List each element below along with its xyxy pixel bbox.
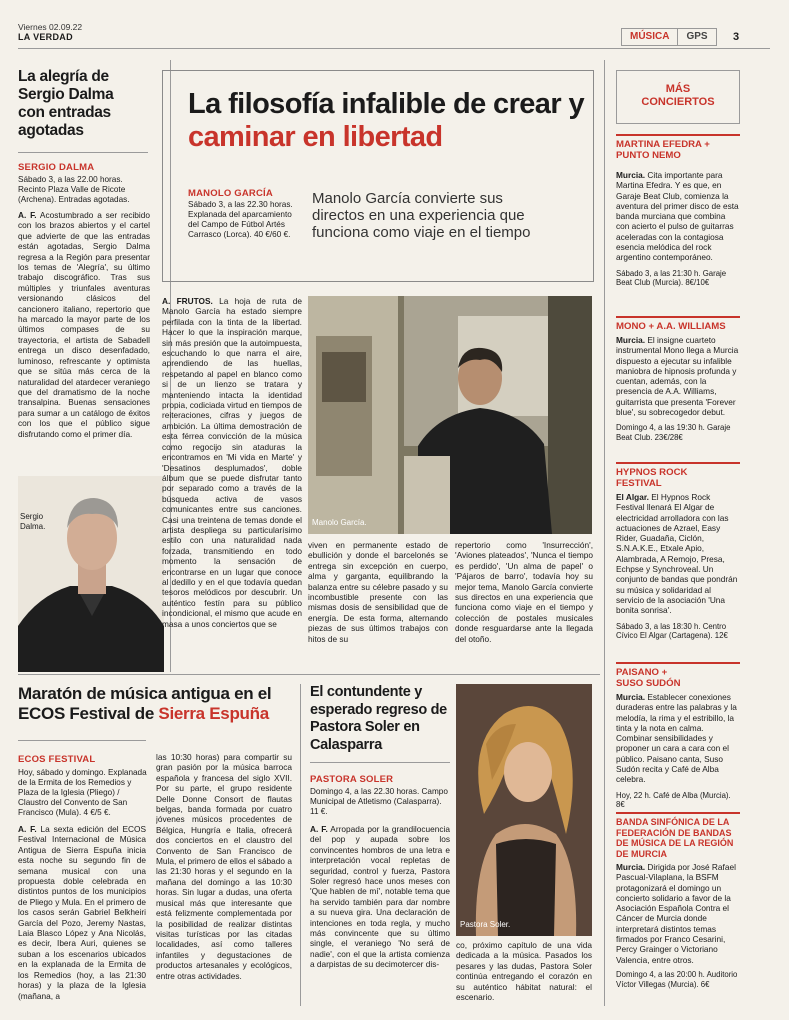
soler-body-col1 [310,824,450,1006]
soler-info: Domingo 4, a las 22.30 horas. Campo Municipal de Atletismo (Calasparra). 11 €. [310,787,448,816]
center-bottom-divider [18,674,600,675]
sidebar-item-body [616,170,740,263]
sidebar-item-title: MONO + A.A. WILLIAMS [616,321,726,332]
sidebar-title-box [616,70,740,124]
sidebar-item-meta: Sábado 3, a las 18:30 h. Centro Cívico El Algar (Cartagena). 12€ [616,621,728,641]
garcia-body-col3: repertorio como 'Insurrección', 'Aviones plateados', 'Nunca el tiempo es perdido', 'Un alma de papel' o 'Pájaros de barro', todavía hoy su mejor tema, Manolo García convierte sus directos en una experiencia que funciona como viaje en el tiempo y colección de postales musicales donde resguardarse ante la llegada del otoño. [455,540,593,644]
sidebar-item-body [616,492,740,616]
garcia-headline-black: La filosofía infalible de crear y [188,88,584,120]
sidebar-item-rule [616,316,740,318]
sidebar-item-meta: Domingo 4, a las 19:30 h. Garaje Beat Club. 23€/28€ [616,423,731,442]
sidebar-item-5 [616,812,740,989]
section-gps-tab[interactable]: GPS [686,31,708,42]
sergio-dalma-portrait [18,476,164,672]
ecos-headline-red: Sierra Espuña [158,704,269,723]
soler-divider [310,762,450,763]
ecos-body-col2: las 10:30 horas) para compartir su gran pasión por la música barroca española y francesa del siglo XVII. Por su parte, el grupo residente Delle Donne Consort de flautas belgas, banda formada por cuatro jóvenes músicos procedentes de Bélgica, Hungría e Italia, ofrecerá dos conciertos en el claustro del Convento de San Francisco de Mula, el primero de ellos el sábado a las 21:30 horas y el segundo en la mañana del domingo a las 10:30 horas. Sin lugar a dudas, una oferta musical más que interesante que está felizmente complementada por la posibilidad de realizar distintas visitas turísticas por las citadas localidades, así como talleres infantiles y degustaciones de productos artesanales y ecológicos, entre otras actividades. [156,752,292,981]
sidebar-item-title: MARTINA EFEDRA + PUNTO NEMO [616,139,710,161]
sidebar-item-rule [616,134,740,136]
manolo-garcia-photo [308,296,592,534]
sidebar-item-lead: Murcia. [616,335,646,345]
sidebar-item-title: HYPNOS ROCK FESTIVAL [616,467,688,489]
sidebar-item-text: Establecer conexiones duraderas entre las palabras y la melodía, la rima y el estribillo, la tinta y la nota en calma. Combinar sensibilidades y proponer un cara a cara con el público. Paisano canta, Suso Sudón recita y Café de Alba celebra. [616,692,737,785]
soler-headline: El contundente y esperado regreso de Pastora Soler en Calasparra [310,684,447,753]
sidebar-item-meta: Hoy, 22 h. Café de Alba (Murcia). 8€ [616,790,731,810]
pastora-soler-photo [456,684,592,936]
sidebar-item-3 [616,462,740,641]
ecos-info: Hoy, sábado y domingo. Explanada de la Ermita de los Remedios y Plaza de la Iglesia (Pliego) / Claustro del Convento de San Francisco (Mula). 4 €/5 €. [18,768,147,817]
sidebar-item-text: Cita importante para Martina Efedra. Y es que, en Garaje Beat Club, comienza la aventura del primer disco de esta banda murciana que combina con acierto el pulso de guitarras aceleradas con la contagiosa esencia melódica del rock argentino contemporáneo. [616,170,739,263]
dalma-body-text: Acostumbrado a ser recibido con los brazos abiertos y el cartel que advierte de que las entradas están agotadas, Sergio Dalma regresa a la Región para presentar los temas de 'Alegría', su último trabajo discográfico. Tras sus múltiples y triunfales aventuras versionando clásicos del cancionero italiano, repertorio que ha marcado la mayor parte de los últimos compases de su trayectoria, el artista de Sabadell entrega un disco desenfadado, luminoso, refrescante y optimista que se sitúa más cerca de la naturalidad del atardecer veraniego que del dramatismo de la noche transalpina. Buenas sensaciones para sumar a un catálogo de éxitos con los que el público sigue disfrutando como el primer día. [18,210,150,439]
ecos-headline [18,684,318,724]
sidebar-item-title: PAISANO + SUSO SUDÓN [616,667,681,689]
garcia-kicker: MANOLO GARCÍA [188,188,273,199]
sidebar-item-rule [616,462,740,464]
sidebar-left-rule [604,60,605,1006]
pastora-soler-portrait [456,684,592,936]
section-music-tab[interactable]: MÚSICA [622,29,678,45]
sidebar-item-body [616,335,740,417]
sidebar-item-lead: Murcia. [616,692,646,702]
page-number: 3 [733,31,740,43]
garcia-body-col1 [162,296,302,648]
ecos-author: A. F. [18,824,37,834]
soler-body-col2: co, próximo capítulo de una vida dedicada a la música. Pasados los pesares y las dudas, Pastora Soler continúa entregando el corazón en su auténtico hábitat natural: el escenario. [456,940,592,1003]
ecos-headline-black: Maratón de música antigua en el ECOS Festival de [18,684,272,723]
dalma-divider [18,152,148,153]
soler-author: A. F. [310,824,328,834]
sidebar-item-meta: Sábado 3, a las 21:30 h. Garaje Beat Club (Murcia). 8€/10€ [616,268,727,288]
sidebar-item-rule [616,662,740,664]
dalma-body [18,210,150,472]
newspaper-name: LA VERDAD [18,32,73,42]
ecos-body-col1-text: La sexta edición del ECOS Festival Internacional de Música Antigua de Sierra Espuña inicia esta noche su segundo fin de semana musical con una propuesta doble celebrada en distintos puntos de los municipios de Pliego y Mula. En el primero de los casos serán Gabriel Belkheiri García del Pozo, Jeremy Nastas, Laia Blasco López y Ana Nicolás, es decir, Ibera Auri, quienes se suban a los escenarios ubicados en la explanada de la Ermita de los Remedios (hoy, a las 21:30 horas) y la plaza de la Iglesia (mañana, a [18,824,146,1001]
garcia-headline [188,88,588,154]
garcia-headline-red: caminar en libertad [188,121,443,153]
soler-kicker: PASTORA SOLER [310,774,394,785]
ecos-soler-divider [300,684,301,1006]
ecos-kicker: ECOS FESTIVAL [18,754,96,765]
sidebar-item-text: El Hypnos Rock Festival llenará El Algar de electricidad arrolladora con las actuaciones de Azrael, Easy Rider, Guadaña, Ciclón, S.N.A.K.E., Etxale Apio, Alambrada, A Remojo, Presa, Echpse y Synchroveal. Un conjunto de bandas que pondrán su música y solidaridad al servicio de la asociación 'Una bonita sonrisa'. [616,492,738,616]
sidebar-title-line1: MÁS [665,83,691,95]
sidebar-item-lead: El Algar. [616,492,649,502]
ecos-divider [18,740,146,741]
sidebar-item-lead: Murcia. [616,862,646,872]
garcia-body-col1-text: La hoja de ruta de Manolo García ha estado siempre perfilada con la tinta de la libertad. Hacer lo que la inspiración marque, sin más presión que la autoimpuesta, escuchando lo que narra el aire, aprendiendo de las huellas, respetando al papel en blanco como si de un lienzo se tratara y manteniendo intacta la identidad propia, codiciada virtud en tiempos de reiteraciones, cifras y juegos de ambición. La última demostración de esta férrea convicción de la música como regocijo sin ataduras la encontramos en 'Mi vida en Marte' y 'Desatinos desplumados', doble álbum que se puede disfrutar tanto por separado como a través de la búsqueda activa de vasos comunicantes entre sus canciones. Casi una treintena de temas donde el artista despliega su particularísimo estilo con una naturalidad nada forzada, transmitiendo en todo momento la sensación de encontrarse en un lugar que conoce al dedillo y en el que todavía quedan tesoros melódicos por descubrir. Un auténtico festín para su público incondicional, el mismo que acude en masa a unos conciertos que se [162,296,302,629]
sidebar-item-title: BANDA SINFÓNICA DE LA FEDERACIÓN DE BANDAS DE MÚSICA DE LA REGIÓN DE MURCIA [616,817,734,859]
sidebar-item-4 [616,662,740,810]
garcia-body-col2: viven en permanente estado de ebullición y donde el barcelonés se entrega sin excepción en cuerpo, alma y garganta, equilibrando la balanza entre su célebre pasado y su incombustible presente con las mismas dosis de sensibilidad que de energía. De esta forma, alternando piezas de sus últimos trabajos con hitos de su [308,540,448,644]
sidebar-item-2 [616,316,740,443]
garcia-author: A. FRUTOS. [162,296,213,306]
soler-body-col1-text: Arropada por la grandilocuencia del pop y aupada sobre los convincentes hombros de una letra e interpretación vocal repletas de seguridad, control y fuerza, Pastora Soler regresó hace unos meses con 'Que hablen de mí', notable tema que ha servido también para dar nombre a su nueva gira. Una declaración de intenciones en toda regla, y mucho más convincente que su último single, el veraniego 'No será de nadie', con el que la artista comienza a darpistas de su decimotercer dis- [310,824,450,970]
ecos-body-col1 [18,824,146,1006]
sidebar-title-line2: CONCIERTOS [641,96,715,108]
dalma-headline: La alegría de Sergio Dalma con entradas agotadas [18,68,114,139]
sidebar-item-text: Dirigida por José Rafael Pascual-Vilaplana, la BSFM protagonizará el domingo un concierto solidario a favor de la Asociación Española Contra el Cáncer de Murcia donde interpretará distintos temas firmados por Franco Cesarini, Percy Grainger o Victoriano Valencia, entre otros. [616,862,736,965]
sidebar-item-lead: Murcia. [616,170,646,180]
section-tabs [621,28,717,46]
header-divider [18,48,770,49]
issue-date: Viernes 02.09.22 [18,22,83,32]
sergio-dalma-photo [18,476,164,672]
sidebar-item-text: El insigne cuarteto instrumental Mono llega a Murcia dispuesto a ejecutar su infalible maniobra de hipnosis profunda y cuentan, además, con la presencia de A.A. Williams, guitarrista que presenta 'Forever blue', su sobrecogedor debut. [616,335,739,418]
sidebar-item-meta: Domingo 4, a las 20:00 h. Auditorio Víctor Villegas (Murcia). 6€ [616,969,738,989]
sidebar-item-1 [616,134,740,288]
sidebar-item-rule [616,812,740,814]
soler-caption: Pastora Soler. [460,920,511,929]
dalma-info: Sábado 3, a las 22.00 horas. Recinto Plaza Valle de Ricote (Archena). Entradas agotadas. [18,175,130,204]
garcia-caption: Manolo García. [312,518,367,527]
garcia-info: Sábado 3, a las 22.30 horas. Explanada del aparcamiento del Campo de Fútbol Artés Carrasco (Lorca). 40 €/60 €. [188,200,293,239]
dalma-author: A. F. [18,210,37,220]
sidebar-item-body [616,862,740,965]
dalma-kicker: SERGIO DALMA [18,162,95,173]
manolo-garcia-scene [308,296,592,534]
dalma-caption: Sergio Dalma. [20,512,46,531]
garcia-subhead: Manolo García convierte sus directos en una experiencia que funciona como viaje en el tiempo [312,190,531,241]
sidebar-item-body [616,692,740,785]
